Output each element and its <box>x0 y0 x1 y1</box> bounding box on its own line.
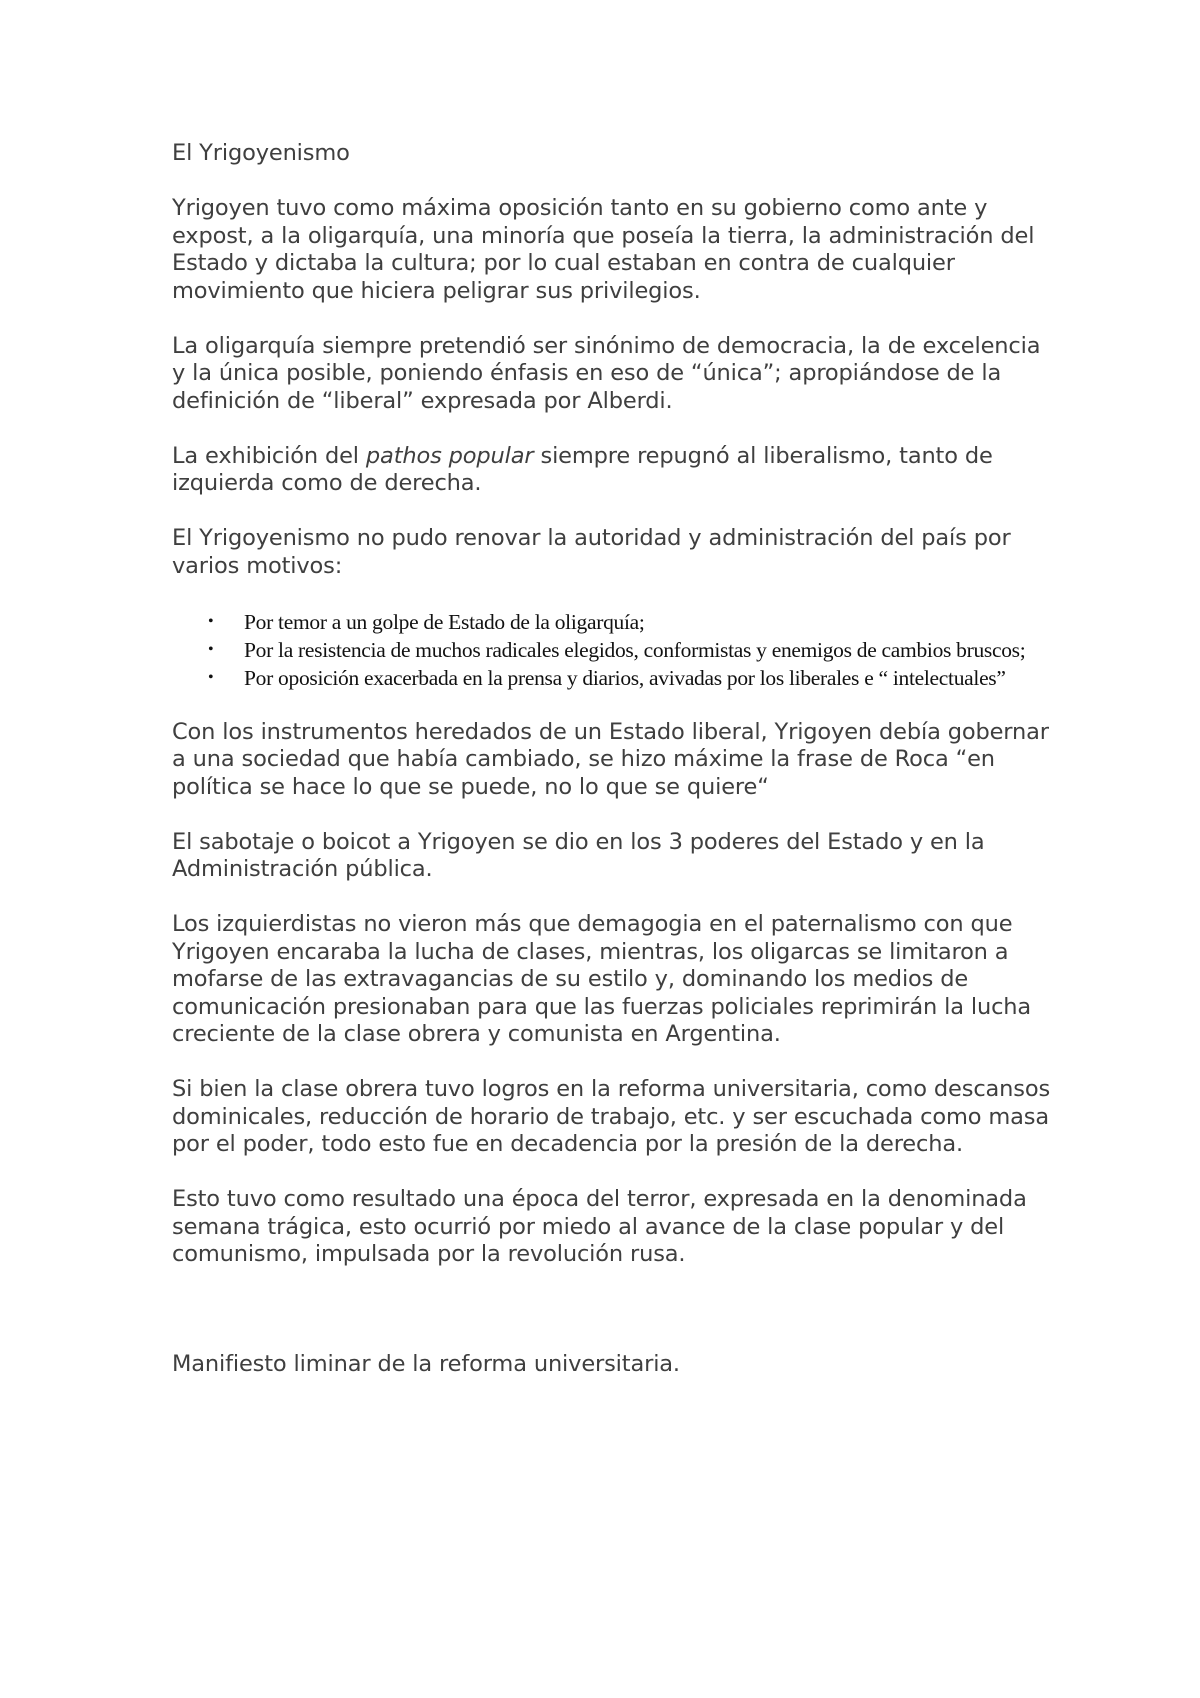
paragraph-oligarchy-democracy: La oligarquía siempre pretendió ser sinónimo de democracia, la de excelencia y la única posible, poniendo énfasis en eso de “única”; apropiándose de la definición de “liberal” expresada por Alberdi. <box>172 332 1041 414</box>
paragraph-working-class: Si bien la clase obrera tuvo logros en la reforma universitaria, como descansos dominicales, reducción de horario de trabajo, etc. y ser escuchada como masa por el poder, todo esto fue en decadencia por la presión de la derecha. <box>172 1076 1051 1157</box>
bullet-icon: • <box>208 640 214 658</box>
list-item-text: Por oposición exacerbada en la prensa y diarios, avivadas por los liberales e “ intelectuales” <box>244 665 1006 690</box>
paragraph-pathos-text-after: siempre repugnó al liberalismo, tanto de izquierda como de derecha. <box>172 442 993 496</box>
motives-list <box>172 608 1052 692</box>
document-page <box>172 140 1052 1406</box>
list-item-text: Por la resistencia de muchos radicales elegidos, conformistas y enemigos de cambios bruscos; <box>244 637 1026 662</box>
paragraph-liberal-instruments: Con los instrumentos heredados de un Estado liberal, Yrigoyen debía gobernar a una sociedad que había cambiado, se hizo máxime la frase de Roca “en política se hace lo que se puede, no lo que se quiere“ <box>172 718 1049 800</box>
closing-heading: Manifiesto liminar de la reforma universitaria. <box>172 1351 680 1377</box>
bullet-icon: • <box>208 612 214 630</box>
paragraph-pathos-popular <box>172 443 1052 498</box>
paragraph-tragic-week: Esto tuvo como resultado una época del terror, expresada en la denominada semana trágica, esto ocurrió por miedo al avance de la clase popular y del comunismo, impulsada por la revolución rusa. <box>172 1186 1027 1267</box>
paragraph-sabotage: El sabotaje o boicot a Yrigoyen se dio en los 3 poderes del Estado y en la Administración pública. <box>172 828 985 882</box>
paragraph-oligarchy-opposition: Yrigoyen tuvo como máxima oposición tanto en su gobierno como ante y expost, a la oligarquía, una minoría que poseía la tierra, la administración del Estado y dictaba la cultura; por lo cual estaban en contra de cualquier movimiento que hiciera peligrar sus privilegios. <box>172 195 1035 304</box>
paragraph-pathos-text-before: La exhibición del <box>172 442 366 469</box>
list-item <box>208 664 1052 692</box>
list-item <box>208 636 1052 664</box>
list-item-text: Por temor a un golpe de Estado de la oligarquía; <box>244 609 645 634</box>
list-item <box>208 608 1052 636</box>
bullet-icon: • <box>208 668 214 686</box>
paragraph-motives-intro: El Yrigoyenismo no pudo renovar la autoridad y administración del país por varios motivos: <box>172 525 1011 579</box>
blank-spacer <box>172 1296 1052 1351</box>
paragraph-leftists-oligarchs: Los izquierdistas no vieron más que demagogia en el paternalismo con que Yrigoyen encaraba la lucha de clases, mientras, los oligarcas se limitaron a mofarse de las extravagancias de su estilo y, dominando los medios de comunicación presionaban para que las fuerzas policiales reprimirán la lucha creciente de la clase obrera y comunista en Argentina. <box>172 911 1032 1047</box>
pathos-popular-italic: pathos popular <box>365 442 534 469</box>
document-title: El Yrigoyenismo <box>172 140 350 166</box>
